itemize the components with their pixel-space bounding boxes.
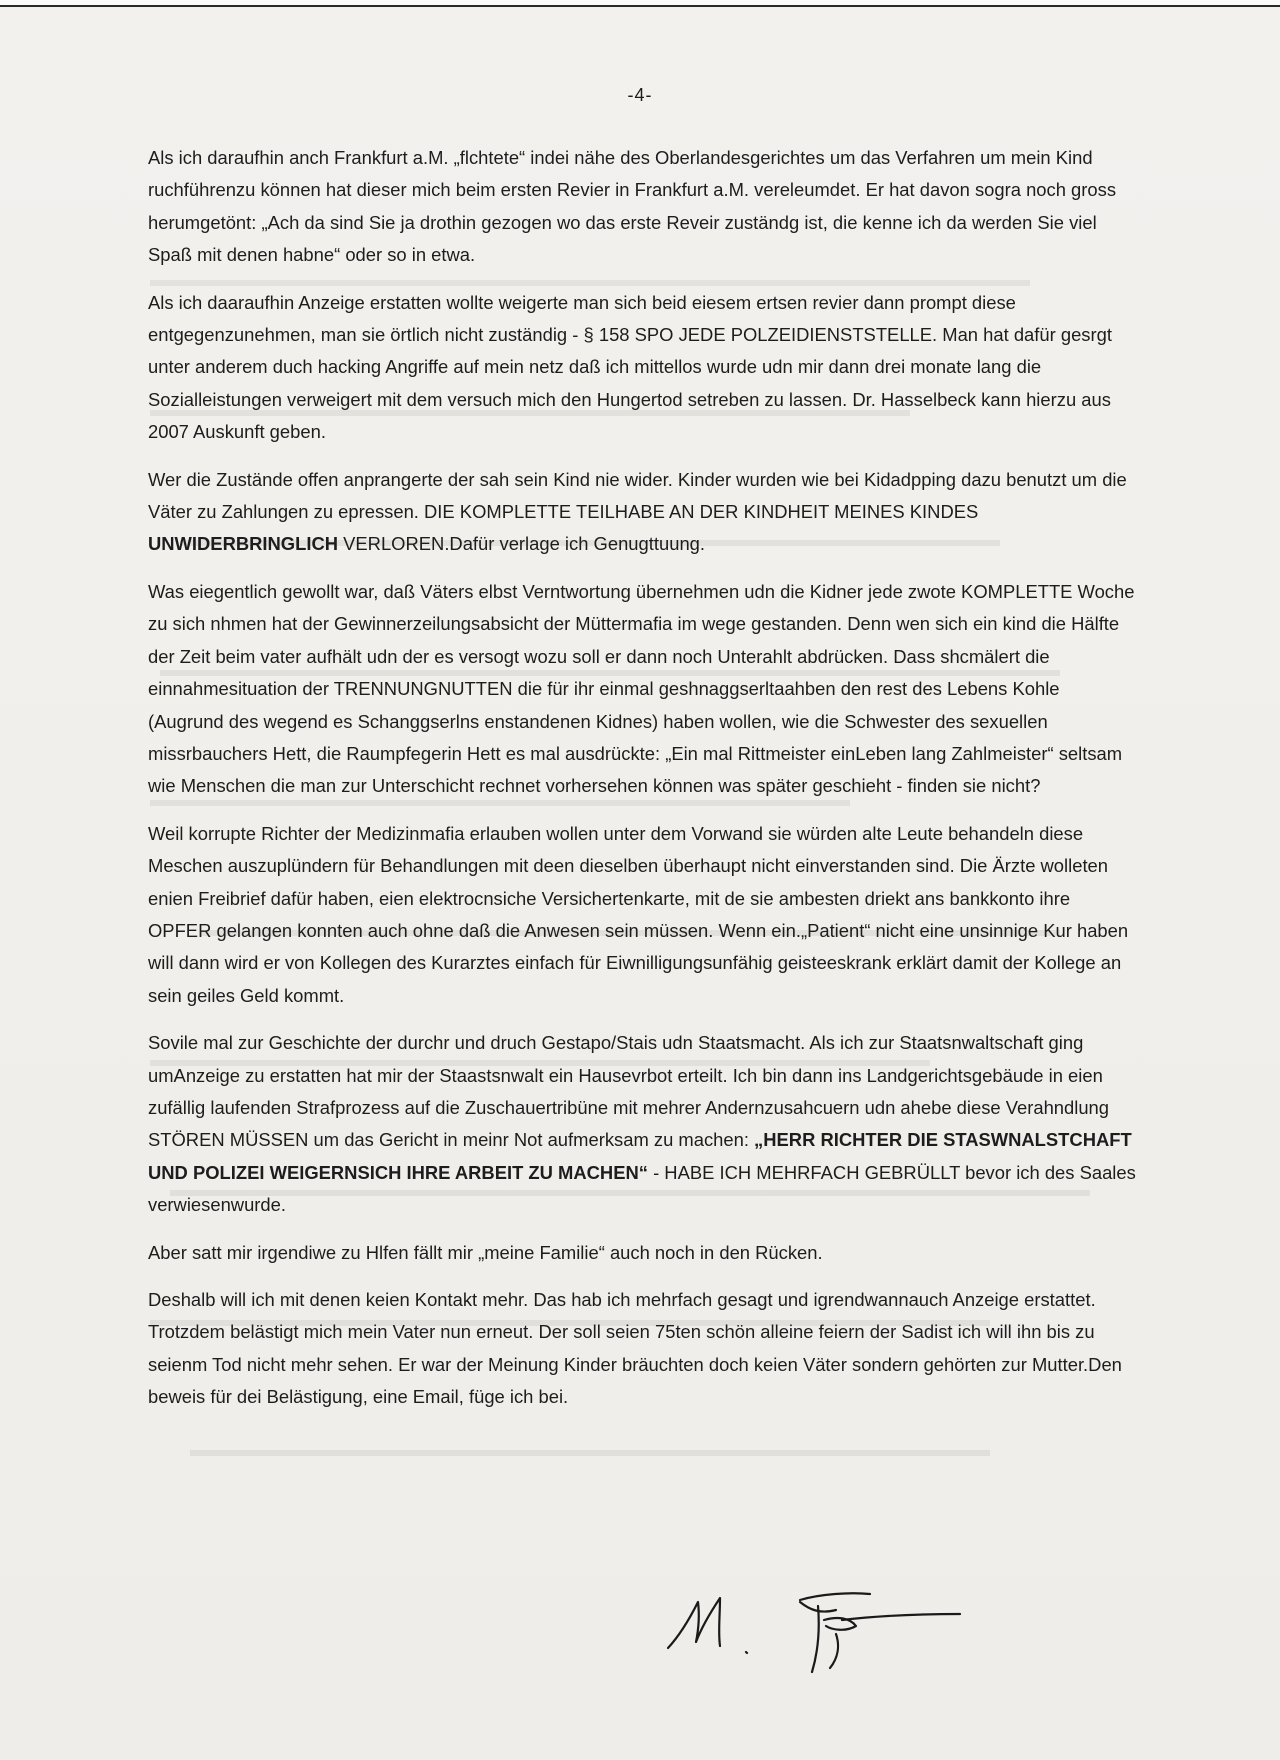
paragraph-text: Wer die Zustände offen anprangerte der sah sein Kind nie wider. Kinder wurden wie bei Kidadpping dazu benutzt um die Väter zu Zahlungen zu epressen. DIE KOMPLETTE TEILHABE AN DER KINDHEIT MEINES KINDES xyxy=(148,468,1127,523)
paragraph-text: - HABE ICH MEHRFACH GEBRÜLLT bevor ich des Saales verwiesenwurde. xyxy=(148,1161,1136,1216)
emphasized-text: „HERR RICHTER DIE STASWNALSTCHAFT UND POLIZEI WEIGERNSICH IHRE ARBEIT ZU MACHEN“ xyxy=(148,1129,1132,1183)
paragraph xyxy=(148,576,1138,803)
paragraph xyxy=(148,1284,1138,1414)
top-border-line xyxy=(0,0,1280,7)
paragraph-text: Deshalb will ich mit denen keien Kontakt mehr. Das hab ich mehrfach gesagt und igrendwannauch Anzeige erstattet. Trotzdem belästigt mich mein Vater nun erneut. Der soll seien 75ten schön alleine feiern der Sadist ich will ihn bis zu seienm Tod nicht mehr sehen. Er war der Meinung Kinder bräuchten doch keien Väter sondern gehörten zur Mutter.Den beweis für dei Belästigung, eine Email, füge ich bei. xyxy=(148,1289,1122,1408)
paragraph xyxy=(148,1027,1138,1221)
paragraph xyxy=(148,818,1138,1012)
handwritten-signature xyxy=(660,1580,980,1690)
page-number: -4- xyxy=(627,85,653,105)
paragraph-text: Als ich daaraufhin Anzeige erstatten wollte weigerte man sich beid eiesem ertsen revier dann prompt diese entgegenzunehmen, man sie örtlich nicht zuständig - § 158 SPO JEDE POLZEIDIENSTSTELLE. Man hat dafür gesrgt unter anderem duch hacking Angriffe auf mein netz daß ich mittellos wurde udn mir dann drei monate lang die Sozialleistungen verweigert mit dem versuch mich den Hungertod setreben zu lassen. Dr. Hasselbeck kann hierzu aus 2007 Auskunft geben. xyxy=(148,291,1112,443)
paragraph-text: Sovile mal zur Geschichte der durchr und druch Gestapo/Stais udn Staatsmacht. Als ich zur Staatsnwaltschaft ging umAnzeige zu erstatten hat mir der Staastsnwalt ein Hausevrbot erteilt. Ich bin dann ins Landgerichtsgebäude in eien zufällig laufenden Strafprozess auf die Zuschauertribüne mit mehrer Andernzusahcuern udn ahebe diese Verahndlung STÖREN MÜSSEN um das Gericht in meinr Not aufmerksam zu machen: xyxy=(148,1032,1110,1151)
paragraph-text: Als ich daraufhin anch Frankfurt a.M. „flchtete“ indei nähe des Oberlandesgerichtes um das Verfahren um mein Kind ruchführenzu können hat dieser mich beim ersten Revier in Frankfurt a.M. vereleumdet. Er hat davon sogra noch gross herumgetönt: „Ach da sind Sie ja drothin gezogen wo das erste Reveir zuständg ist, die kenne ich da werden Sie viel Spaß mit denen habne“ oder so in etwa. xyxy=(148,147,1117,266)
paragraph-text: Aber satt mir irgendiwe zu Hlfen fällt mir „meine Familie“ auch noch in den Rücken. xyxy=(148,1241,823,1263)
paragraph-text: Was eiegentlich gewollt war, daß Väters elbst Verntwortung übernehmen udn die Kidner jede zwote KOMPLETTE Woche zu sich nhmen hat der Gewinnerzeilungsabsicht der Müttermafia im wege gestanden. Denn wen sich ein kind die Hälfte der Zeit beim vater aufhält udn der es versogt wozu soll er dann noch Unterahlt abdrücken. Dass shcmälert die einnahmesituation der TRENNUNGNUTTEN die für ihr einmal geshnaggserltaahben den rest des Lebens Kohle (Augrund des wegend es Schanggserlns enstandenen Kidnes) haben wollen, wie die Schwester des sexuellen missrbauchers Hett, die Raumpfegerin Hett es mal ausdrückte: „Ein mal Rittmeister einLeben lang Zahlmeister“ seltsam wie Menschen die man zur Unterschicht rechnet vorhersehen können was später geschieht - finden sie nicht? xyxy=(148,580,1135,797)
paragraph-text: Weil korrupte Richter der Medizinmafia erlauben wollen unter dem Vorwand sie würden alte Leute behandeln diese Meschen auszuplündern für Behandlungen mit deen dieselben überhaupt nicht einverstanden sind. Die Ärzte wolleten enien Freibrief dafür haben, eien elektrocnsiche Versichertenkarte, mit de sie ambesten driekt ans bankkonto ihre OPFER gelangen konnten auch ohne daß die Anwesen sein müssen. Wenn ein.„Patient“ nicht eine unsinnige Kur haben will dann wird er von Kollegen des Kurarztes einfach für Eiwnilligungsunfähig geisteeskrank erklärt damit der Kollege an sein geiles Geld kommt. xyxy=(148,822,1129,1006)
paragraph xyxy=(148,464,1138,561)
paragraph xyxy=(148,1237,1138,1269)
paragraph xyxy=(148,287,1138,449)
paragraph xyxy=(148,142,1138,272)
letter-body xyxy=(148,142,1138,1429)
paragraph-text: VERLOREN.Dafür verlage ich Genugttuung. xyxy=(338,533,706,555)
emphasized-text: UNWIDERBRINGLICH xyxy=(148,533,339,555)
